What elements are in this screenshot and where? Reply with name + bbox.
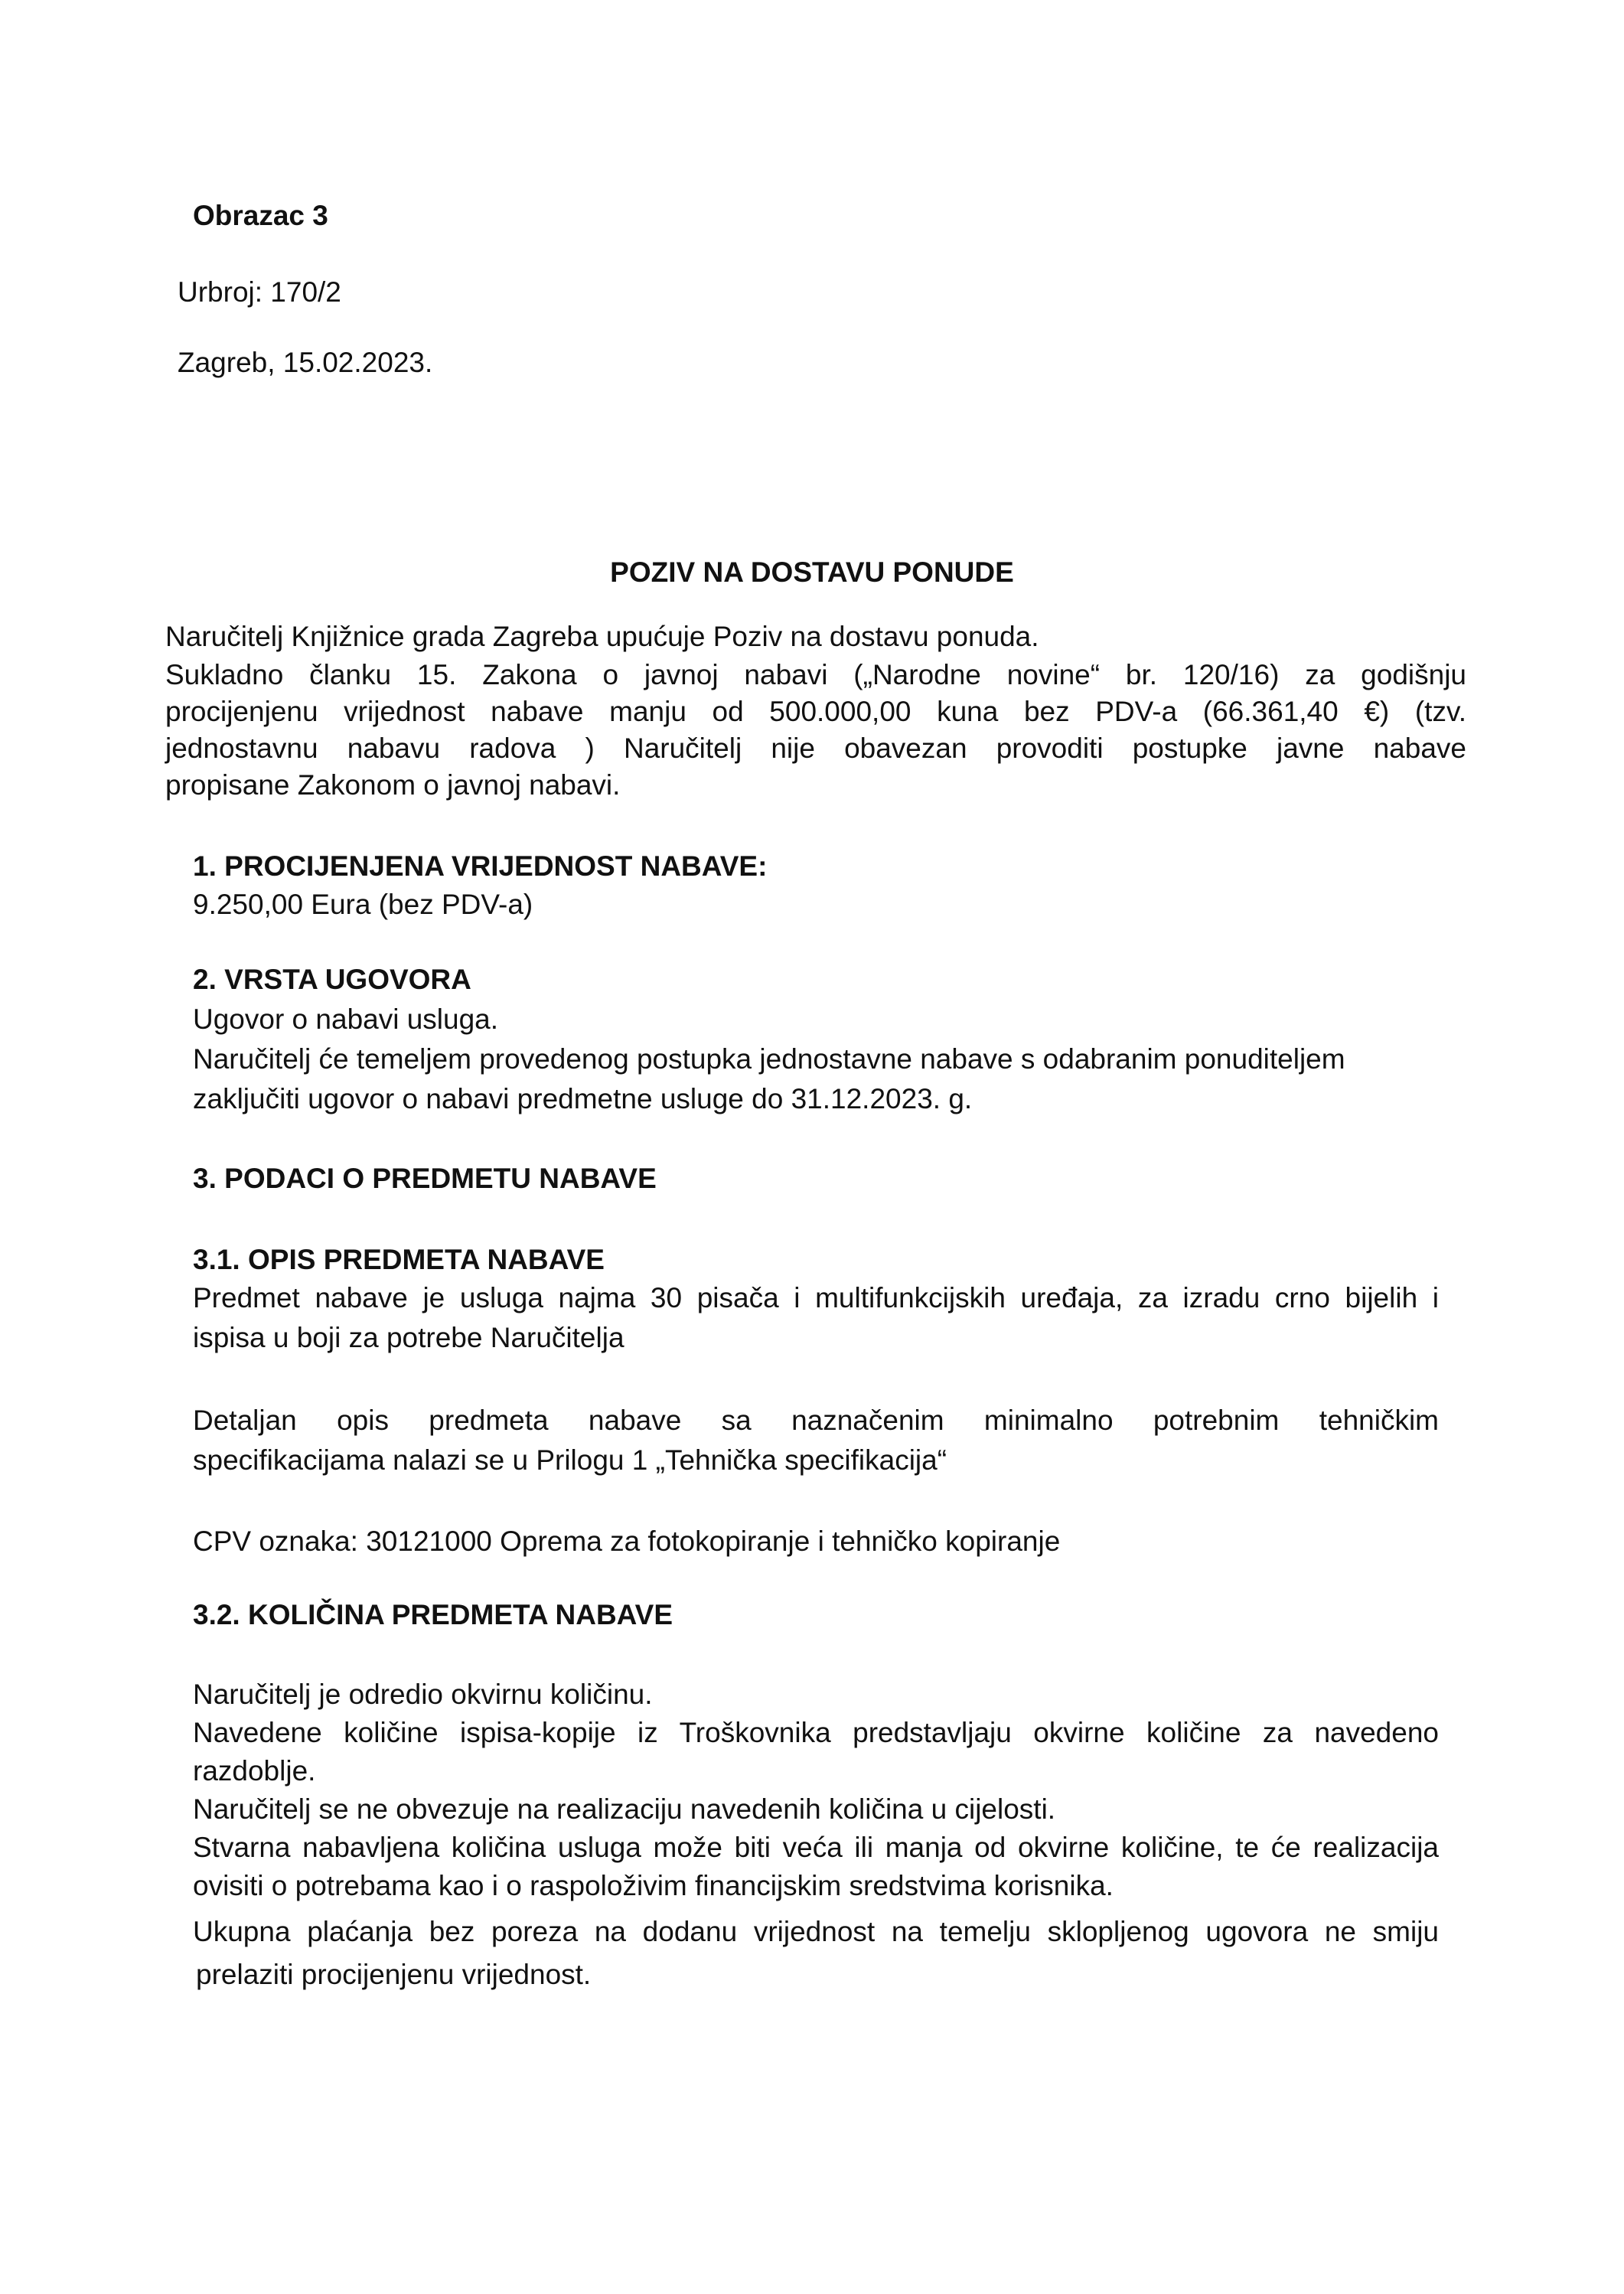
form-title: Obrazac 3 (193, 200, 328, 231)
section-3-2-line: Navedene količine ispisa-kopije iz Troškovnika predstavljaju okvirne količine za navedeno (193, 1717, 1439, 1748)
intro-line: propisane Zakonom o javnoj nabavi. (165, 769, 621, 801)
section-3-1-line: ispisa u boji za potrebe Naručitelja (193, 1322, 624, 1353)
document-title: POZIV NA DOSTAVU PONUDE (610, 556, 1014, 588)
section-2-line: Ugovor o nabavi usluga. (193, 1003, 499, 1035)
reference-number: Urbroj: 170/2 (178, 276, 341, 308)
section-3-1-line: Predmet nabave je usluga najma 30 pisača i multifunkcijskih uređaja, za izradu crno bijelih i (193, 1282, 1439, 1313)
section-3-2-line: Naručitelj je odredio okvirnu količinu. (193, 1679, 653, 1710)
intro-line: Sukladno članku 15. Zakona o javnoj nabavi („Narodne novine“ br. 120/16) za godišnju (165, 659, 1466, 690)
section-1-heading: 1. PROCIJENJENA VRIJEDNOST NABAVE: (193, 850, 768, 882)
section-3-2-line: Stvarna nabavljena količina usluga može biti veća ili manja od okvirne količine, te će realizacija (193, 1832, 1439, 1863)
section-3-2-line: Ukupna plaćanja bez poreza na dodanu vrijednost na temelju sklopljenog ugovora ne smiju (193, 1916, 1439, 1947)
section-3-2-line: Naručitelj se ne obvezuje na realizaciju navedenih količina u cijelosti. (193, 1793, 1056, 1825)
section-2-heading: 2. VRSTA UGOVORA (193, 964, 471, 995)
section-1-text: 9.250,00 Eura (bez PDV-a) (193, 889, 533, 920)
section-3-2-line: razdoblje. (193, 1755, 316, 1787)
cpv-code: CPV oznaka: 30121000 Oprema za fotokopiranje i tehničko kopiranje (193, 1526, 1061, 1557)
section-3-heading: 3. PODACI O PREDMETU NABAVE (193, 1163, 657, 1194)
place-date: Zagreb, 15.02.2023. (178, 347, 433, 378)
intro-line: Naručitelj Knjižnice grada Zagreba upućuje Poziv na dostavu ponuda. (165, 621, 1039, 652)
section-2-line: Naručitelj će temeljem provedenog postupka jednostavne nabave s odabranim ponuditeljem (193, 1043, 1345, 1075)
section-3-2-line: ovisiti o potrebama kao i o raspoloživim financijskim sredstvima korisnika. (193, 1870, 1114, 1901)
intro-line: jednostavnu nabavu radova ) Naručitelj nije obavezan provoditi postupke javne nabave (165, 733, 1466, 764)
intro-line: procijenjenu vrijednost nabave manju od 500.000,00 kuna bez PDV-a (66.361,40 €) (tzv. (165, 696, 1466, 727)
section-3-2-line: prelaziti procijenjenu vrijednost. (196, 1959, 592, 1990)
section-3-1-heading: 3.1. OPIS PREDMETA NABAVE (193, 1244, 605, 1275)
section-3-1-line: specifikacijama nalazi se u Prilogu 1 „Tehnička specifikacija“ (193, 1444, 947, 1476)
section-3-2-heading: 3.2. KOLIČINA PREDMETA NABAVE (193, 1599, 673, 1630)
section-2-line: zaključiti ugovor o nabavi predmetne usluge do 31.12.2023. g. (193, 1083, 973, 1114)
section-3-1-line: Detaljan opis predmeta nabave sa naznačenim minimalno potrebnim tehničkim (193, 1405, 1439, 1436)
